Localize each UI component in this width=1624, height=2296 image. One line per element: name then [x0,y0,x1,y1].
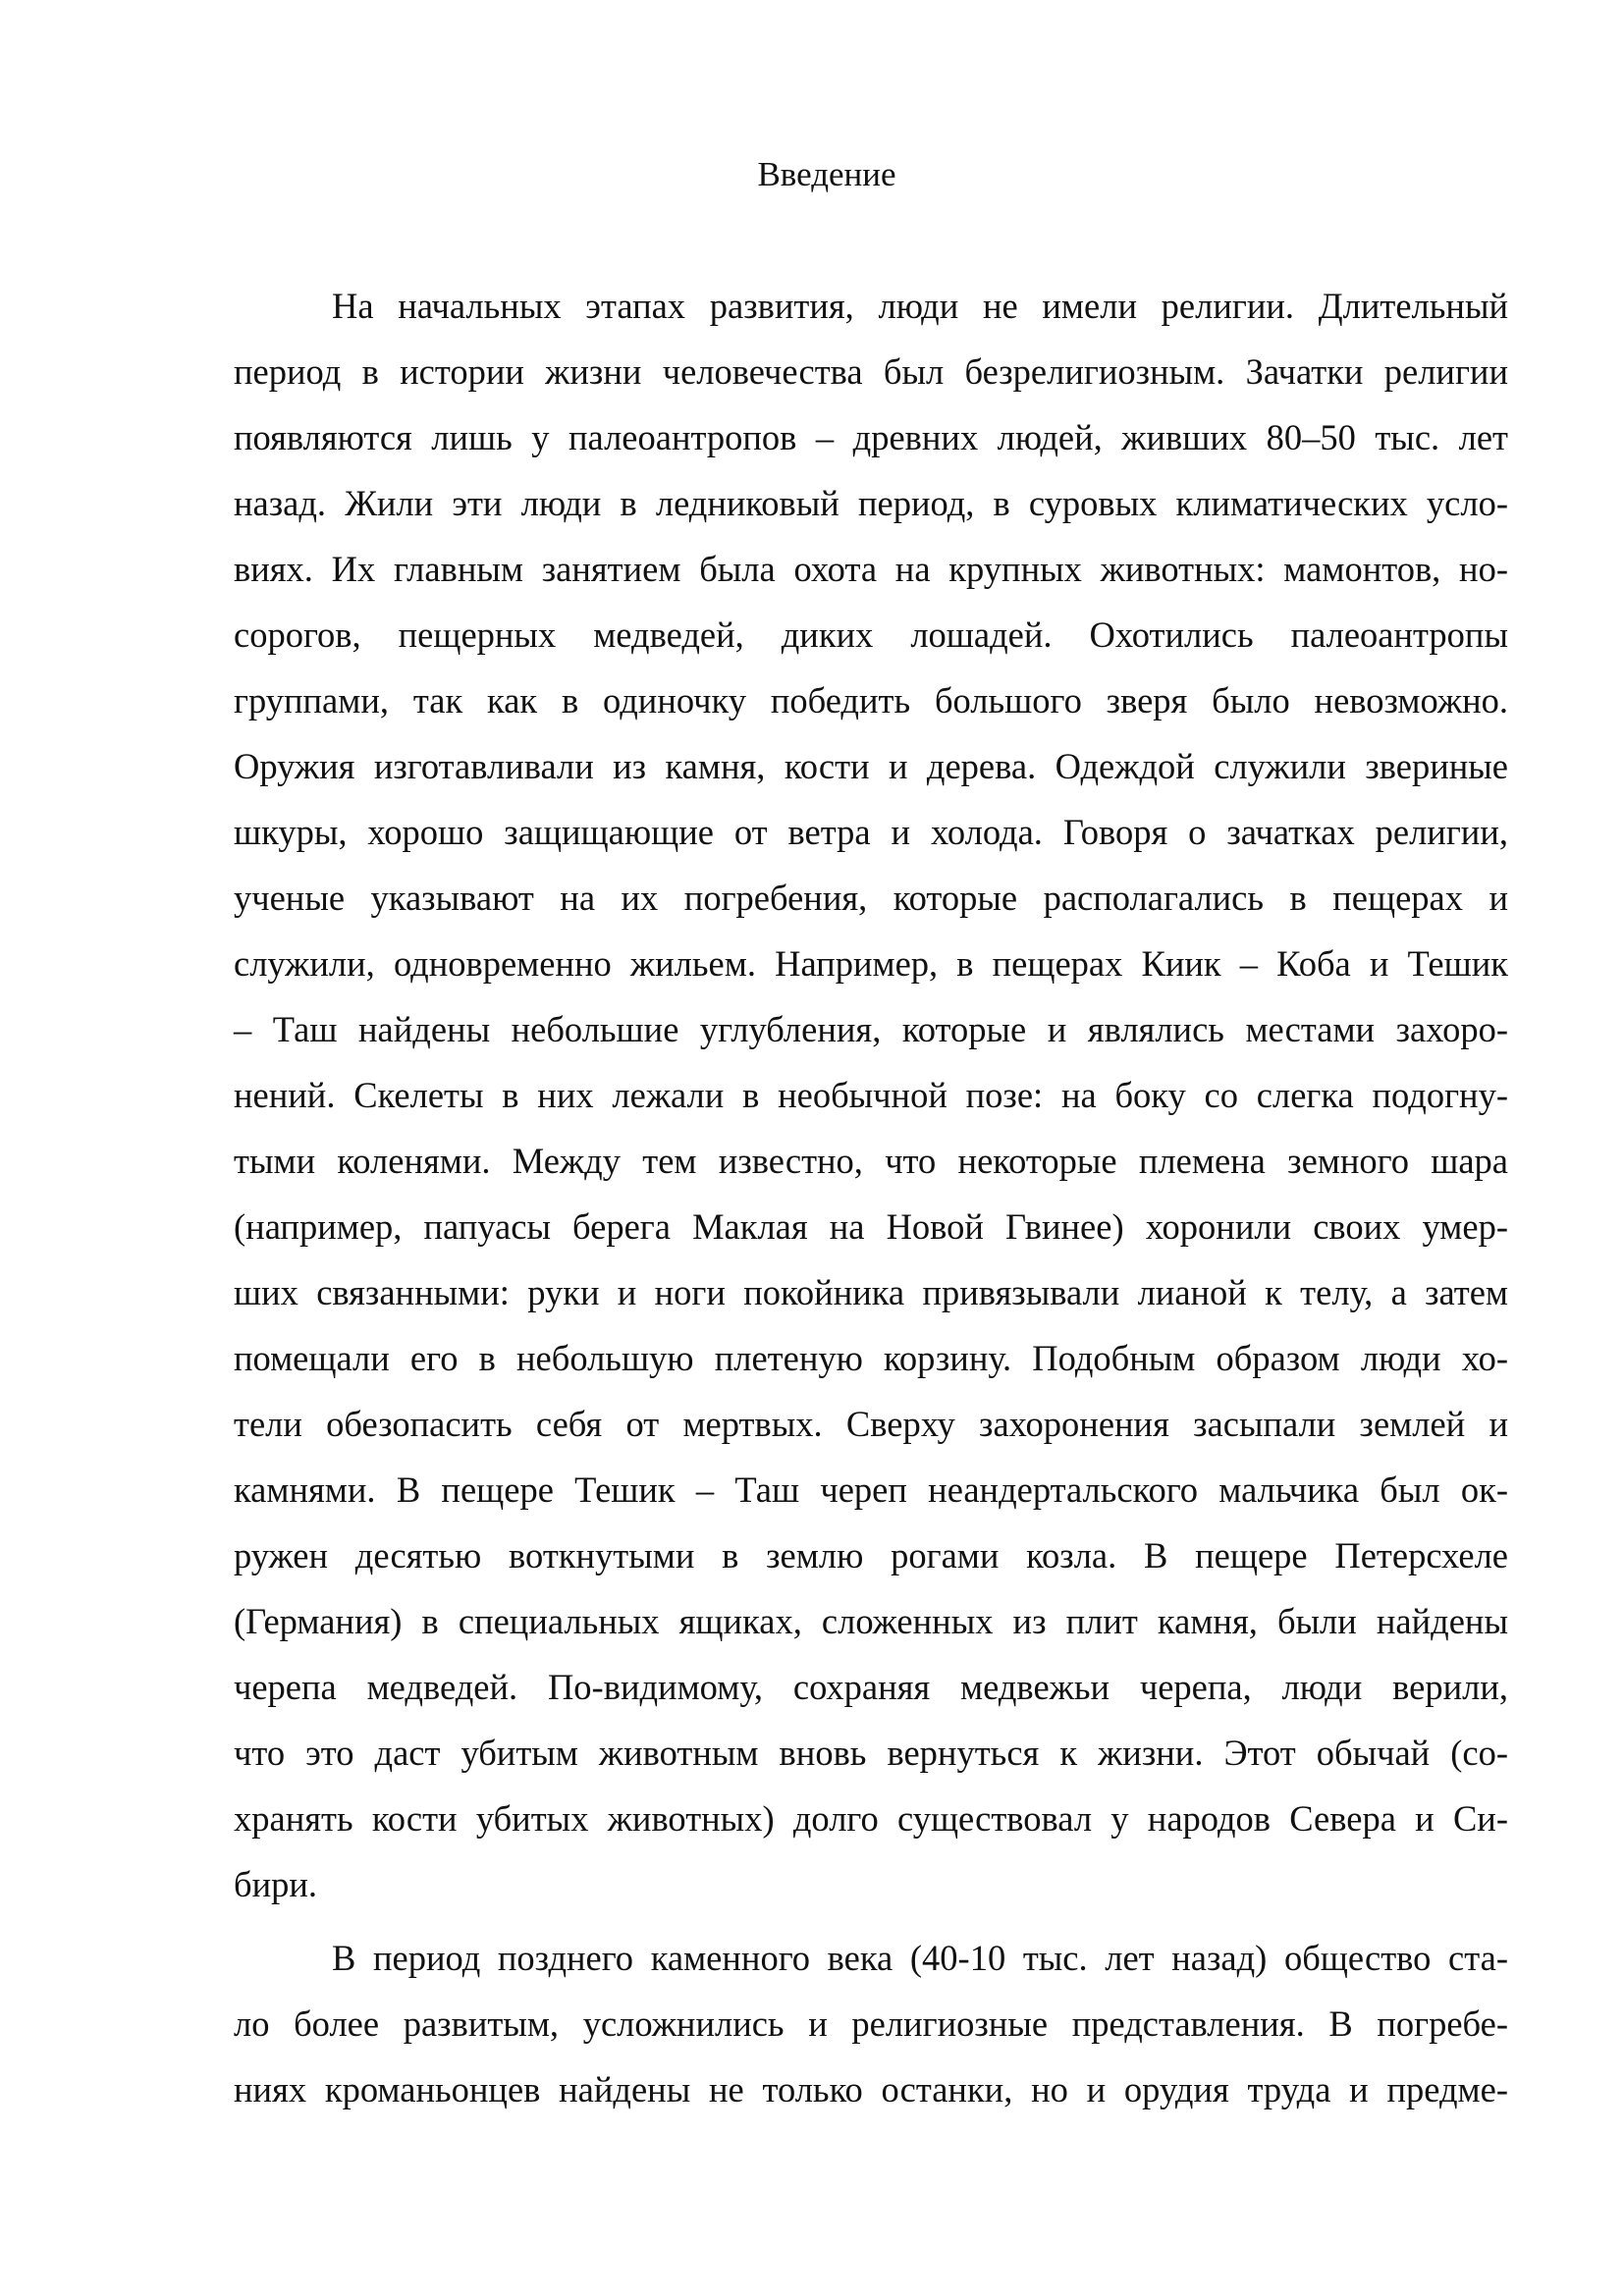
text-line: ло более развитым, усложнились и религиозные представления. В погребе- [234,2003,1508,2044]
text-line: ружен десятью воткнутыми в землю рогами козла. В пещере Петерсхеле [234,1535,1508,1575]
text-line: Оружия изготавливали из камня, кости и дерева. Одеждой служили звериные [234,746,1508,786]
text-line: группами, так как в одиночку победить большого зверя было невозможно. [234,680,1508,721]
text-line: тели обезопасить себя от мертвых. Сверху захоронения засыпали землей и [234,1404,1508,1444]
text-line: период в истории жизни человечества был безрелигиозным. Зачатки религии [234,351,1508,392]
text-line: назад. Жили эти люди в ледниковый период, в суровых климатических усло- [234,483,1508,523]
text-line: (например, папуасы берега Маклая на Новой Гвинее) хоронили своих умер- [234,1206,1508,1247]
text-line: бири. [234,1864,318,1904]
text-line: На начальных этапах развития, люди не имели религии. Длительный [332,286,1508,326]
text-line: нений. Скелеты в них лежали в необычной позе: на боку со слегка подогну- [234,1075,1508,1115]
text-line: хранять кости убитых животных) долго существовал у народов Севера и Си- [234,1798,1508,1839]
text-line: В период позднего каменного века (40-10 тыс. лет назад) общество ста- [332,1938,1508,1978]
text-line: камнями. В пещере Тешик – Таш череп неандертальского мальчика был ок- [234,1469,1508,1510]
paragraph [234,1937,1508,2134]
text-line: сорогов, пещерных медведей, диких лошадей. Охотились палеоантропы [234,614,1508,655]
text-line: шкуры, хорошо защищающие от ветра и холода. Говоря о зачатках религии, [234,812,1508,852]
text-line: ниях кроманьонцев найдены не только останки, но и орудия труда и предме- [234,2069,1508,2109]
text-line: (Германия) в специальных ящиках, сложенных из плит камня, были найдены [234,1601,1508,1641]
text-line: помещали его в небольшую плетеную корзину. Подобным образом люди хо- [234,1338,1508,1378]
document-body [234,285,1508,2134]
text-line: – Таш найдены небольшие углубления, которые и являлись местами захоро- [234,1009,1508,1049]
text-line: служили, одновременно жильем. Например, в пещерах Киик – Коба и Тешик [234,943,1508,984]
text-line: виях. Их главным занятием была охота на крупных животных: мамонтов, но- [234,549,1508,589]
text-line: ших связанными: руки и ноги покойника привязывали лианой к телу, а затем [234,1272,1508,1312]
text-line: что это даст убитым животным вновь вернуться к жизни. Этот обычай (со- [234,1733,1508,1773]
text-line: тыми коленями. Между тем известно, что некоторые племена земного шара [234,1141,1508,1181]
paragraph-gap [234,1929,1508,1937]
text-line: появляются лишь у палеоантропов – древних людей, живших 80–50 тыс. лет [234,417,1508,457]
text-line: черепа медведей. По-видимому, сохраняя медвежьи черепа, люди верили, [234,1667,1508,1707]
text-line: ученые указывают на их погребения, которые располагались в пещерах и [234,878,1508,918]
page-title: Введение [757,155,896,193]
paragraph [234,285,1508,1929]
